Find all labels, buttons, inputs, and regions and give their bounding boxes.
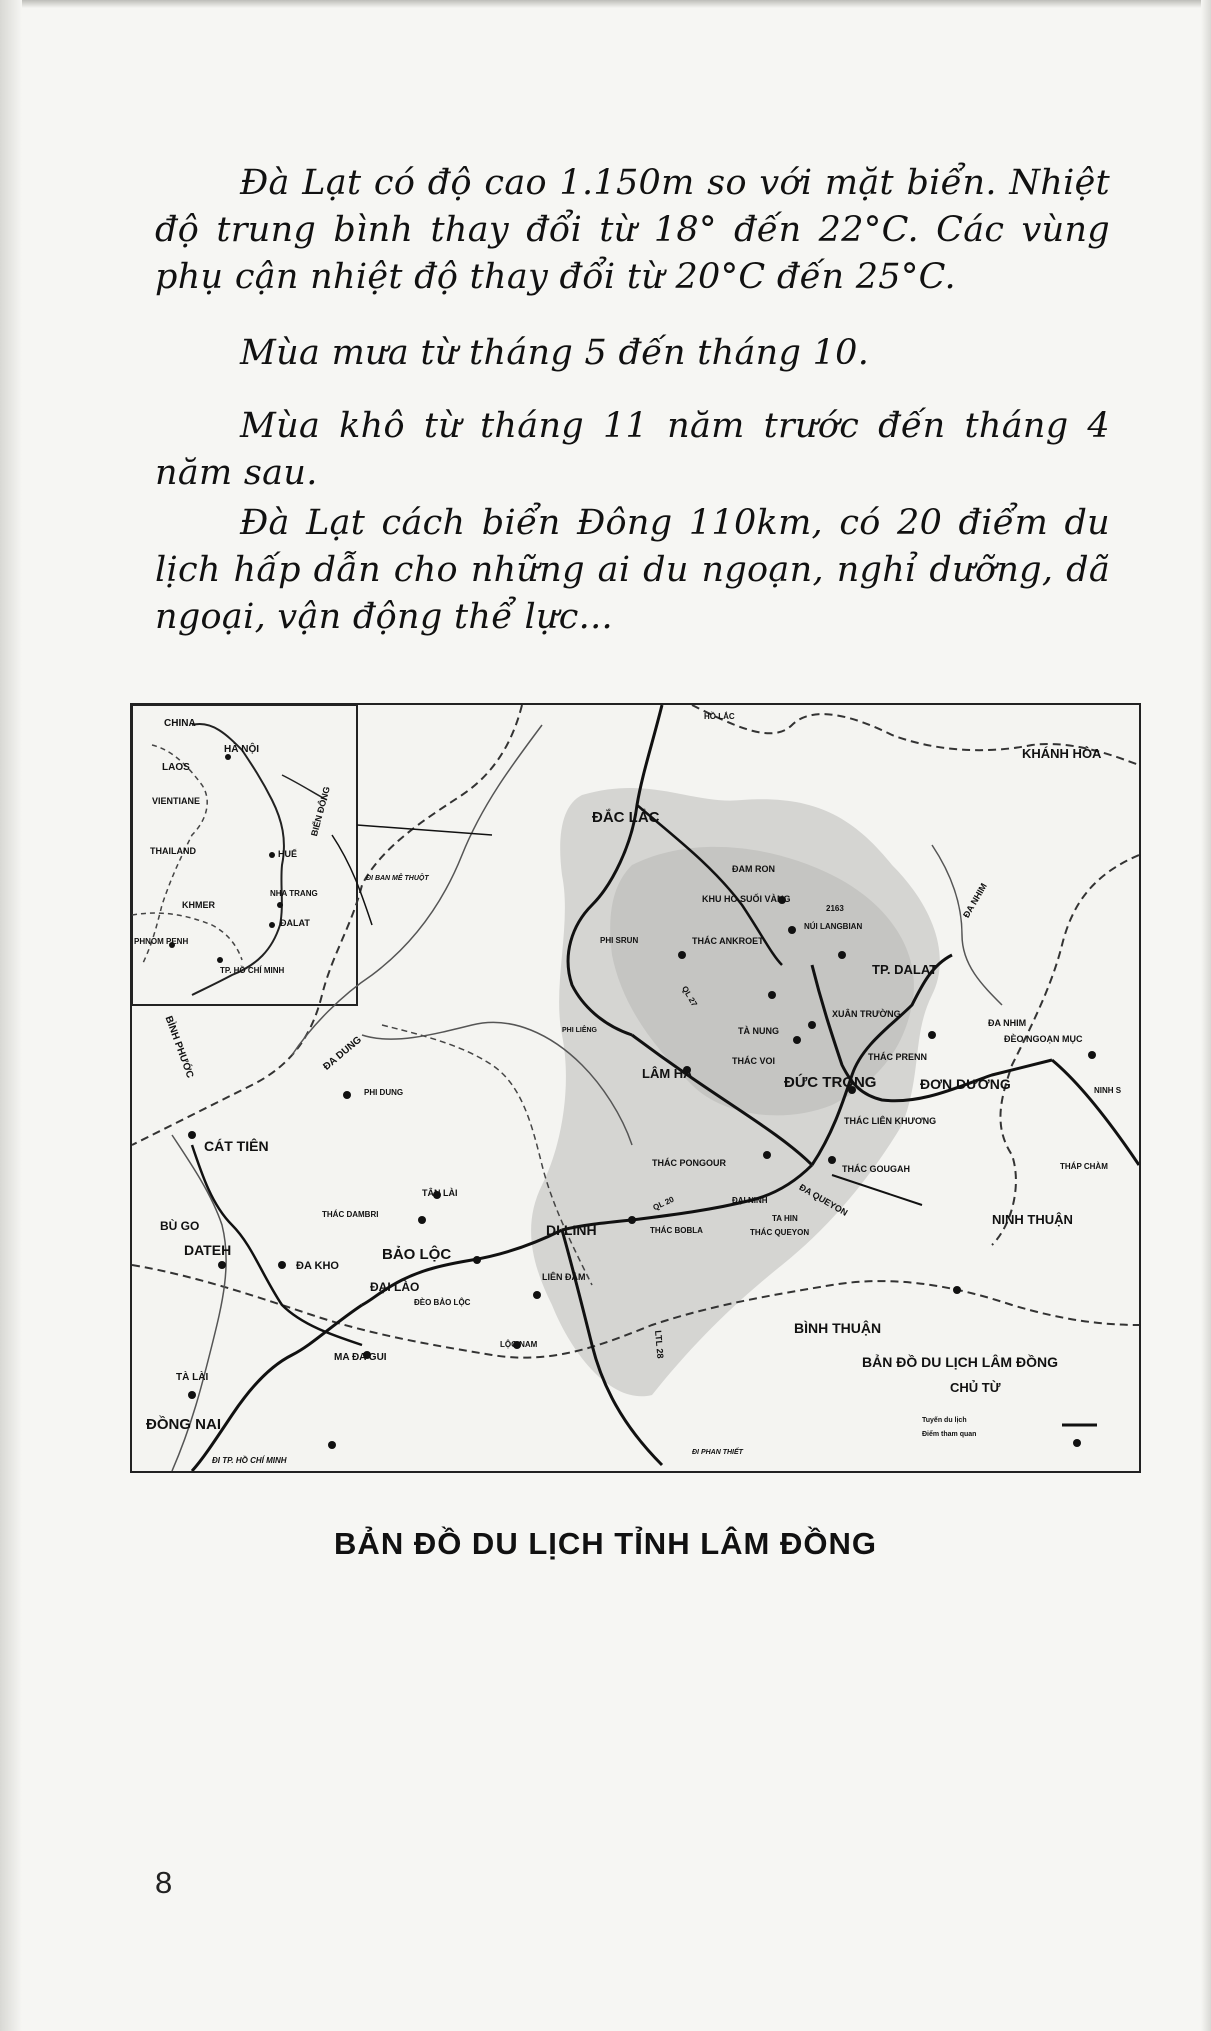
label-damron: ĐAM RON bbox=[732, 864, 775, 874]
label-laos: LAOS bbox=[162, 762, 190, 773]
label-thapcham: THÁP CHÀM bbox=[1060, 1162, 1108, 1171]
boundary-east bbox=[992, 855, 1139, 1245]
label-thacqueyon: THÁC QUEYON bbox=[750, 1228, 810, 1237]
label-thailand: THAILAND bbox=[150, 846, 196, 856]
label-locnam: LỘC NAM bbox=[500, 1340, 538, 1349]
paragraph-text: Mùa mưa từ tháng 5 đến tháng 10. bbox=[240, 333, 870, 373]
label-liendam: LIÊN ĐẦM bbox=[542, 1272, 586, 1282]
label-holac: HỒ LẮC bbox=[704, 712, 735, 721]
label-thacprenn: THÁC PRENN bbox=[868, 1052, 928, 1062]
paragraph-dry-season bbox=[155, 403, 1110, 497]
inset-point-nhatrang bbox=[277, 902, 283, 908]
label-nhatrang: NHA TRANG bbox=[270, 889, 318, 898]
label-buogo: BÙ GO bbox=[160, 1219, 200, 1233]
label-binhthuan: BÌNH THUẬN bbox=[794, 1320, 882, 1336]
label-khmer: KHMER bbox=[182, 900, 215, 910]
label-khuhosuoivang: KHU HỒ SUỐI VÀNG bbox=[702, 894, 791, 904]
label-lamha: LÂM HÀ bbox=[642, 1066, 693, 1081]
label-dalat-inset: ĐALAT bbox=[280, 918, 310, 928]
legend-title: BẢN ĐỒ DU LỊCH LÂM ĐỒNG bbox=[862, 1354, 1058, 1370]
label-diphanthiet: ĐI PHAN THIẾT bbox=[692, 1449, 743, 1456]
label-daclac: ĐẮC LẮC bbox=[592, 809, 660, 826]
label-binhphuoc: BÌNH PHƯỚC bbox=[162, 1014, 196, 1080]
inset-point-hue bbox=[269, 852, 275, 858]
map-caption: BẢN ĐỒ DU LỊCH TỈNH LÂM ĐỒNG bbox=[334, 1526, 877, 1561]
label-dilinh: DI LINH bbox=[546, 1222, 597, 1238]
label-donduong: ĐƠN DƯƠNG bbox=[920, 1076, 1011, 1092]
label-danhim-river: ĐA NHIM bbox=[961, 881, 989, 920]
paragraph-altitude-temperature bbox=[155, 160, 1110, 301]
tourism-map bbox=[130, 703, 1141, 1473]
label-tanlai: TÂN LÀI bbox=[422, 1188, 458, 1198]
label-madagui: MA ĐA GUI bbox=[334, 1352, 387, 1363]
label-daqueyon: ĐA QUEYON bbox=[797, 1182, 850, 1218]
label-ql20: QL 20 bbox=[651, 1194, 676, 1213]
label-ninhson: NINH S bbox=[1094, 1086, 1122, 1095]
label-ltl28: LTL 28 bbox=[653, 1329, 666, 1359]
label-ninhthuan: NINH THUẬN bbox=[992, 1212, 1073, 1227]
label-nuilangbian: NÚI LANGBIAN bbox=[804, 922, 863, 931]
paragraph-text: Mùa khô từ tháng 11 năm trước đến tháng 4 năm sau. bbox=[155, 406, 1110, 493]
label-thacgougah: THÁC GOUGAH bbox=[842, 1164, 910, 1174]
label-thaclienkhuong: THÁC LIÊN KHƯƠNG bbox=[844, 1116, 937, 1126]
river-danhim bbox=[932, 845, 1002, 1005]
legend-point-label: Điểm tham quan bbox=[922, 1431, 977, 1438]
label-alt2163: 2163 bbox=[826, 904, 844, 913]
label-tanung: TÀ NUNG bbox=[738, 1026, 779, 1036]
label-phidung: PHI DUNG bbox=[364, 1088, 404, 1097]
label-phisrun: PHI SRUN bbox=[600, 936, 639, 945]
label-ductrong: ĐỨC TRỌNG bbox=[784, 1074, 877, 1091]
label-deongoanmuc: ĐÈO NGOẠN MỤC bbox=[1004, 1034, 1083, 1044]
legend-subtitle: CHỦ TỪ bbox=[950, 1380, 1001, 1395]
page-top-shadow bbox=[0, 0, 1211, 8]
inset-point-dalat bbox=[269, 922, 275, 928]
label-tphcm-inset: TP. HỒ CHÍ MINH bbox=[220, 966, 285, 975]
label-thacankroet: THÁC ANKROET bbox=[692, 936, 764, 946]
inset-point-hcm bbox=[217, 957, 223, 963]
label-dadung: ĐA DUNG bbox=[321, 1034, 364, 1073]
page-right-edge bbox=[1201, 0, 1211, 2031]
paragraph-text: Đà Lạt cách biển Đông 110km, có 20 điểm du lịch hấp dẫn cho những ai du ngoạn, nghỉ dưỡng, dã ngoại, vận động thể lực... bbox=[155, 503, 1110, 637]
route-hcm bbox=[192, 1305, 362, 1471]
paragraph-rainy-season bbox=[155, 330, 1110, 377]
label-baoloc: BẢO LỘC bbox=[382, 1246, 452, 1263]
label-philieng: PHI LIÊNG bbox=[562, 1027, 598, 1034]
paragraph-text: Đà Lạt có độ cao 1.150m so với mặt biển. Nhiệt độ trung bình thay đổi từ 18° đến 22°C. Các vùng phụ cận nhiệt độ thay đổi từ 20°C đến 25°C. bbox=[155, 163, 1110, 297]
legend-route-label: Tuyến du lịch bbox=[922, 1417, 967, 1424]
page-number: 8 bbox=[155, 1865, 173, 1900]
label-dibanmethuot: ĐI BAN MÊ THUỘT bbox=[366, 875, 429, 882]
label-vientiane: VIENTIANE bbox=[152, 796, 201, 806]
label-china: CHINA bbox=[164, 718, 196, 729]
label-phnompenh: PHNOM PENH bbox=[134, 937, 189, 946]
label-deobaoloc: ĐÈO BẢO LỘC bbox=[414, 1298, 471, 1307]
label-ditphcm: ĐI TP. HỒ CHÍ MINH bbox=[212, 1456, 287, 1465]
label-tahin: TA HIN bbox=[772, 1214, 798, 1223]
route-banmethuot bbox=[357, 825, 492, 835]
label-thacdambri: THÁC DAMBRI bbox=[322, 1210, 379, 1219]
label-thacpongour: THÁC PONGOUR bbox=[652, 1158, 726, 1168]
paragraph-distance-attractions bbox=[155, 500, 1110, 641]
label-thacvoi: THÁC VOI bbox=[732, 1056, 776, 1066]
label-tailai: TÀ LÀI bbox=[176, 1372, 209, 1383]
label-dakho: ĐA KHO bbox=[296, 1260, 339, 1272]
label-xuantruong: XUÂN TRƯỜNG bbox=[832, 1009, 901, 1019]
label-biendong: BIỂN ĐÔNG bbox=[309, 785, 332, 838]
legend-point-symbol bbox=[1073, 1439, 1081, 1447]
label-hanoi: HÀ NỘI bbox=[224, 744, 259, 755]
label-ql27: QL 27 bbox=[680, 984, 699, 1009]
route-thapcham bbox=[1052, 1060, 1139, 1165]
label-danhim: ĐA NHIM bbox=[988, 1018, 1027, 1028]
label-dateh: DATEH bbox=[184, 1242, 232, 1258]
label-khanhhoa: KHÁNH HÒA bbox=[1022, 746, 1102, 761]
label-thacbobla: THÁC BOBLA bbox=[650, 1226, 703, 1235]
label-dongnai: ĐỒNG NAI bbox=[146, 1416, 221, 1433]
label-dailao: ĐẠI LÀO bbox=[370, 1280, 420, 1294]
label-tpdalat: TP. DALAT bbox=[872, 962, 938, 977]
label-cattien: CÁT TIÊN bbox=[204, 1138, 269, 1154]
label-hue: HUẾ bbox=[278, 849, 298, 859]
label-dainin: ĐẠI NINH bbox=[732, 1196, 768, 1205]
page-left-edge bbox=[0, 0, 22, 2031]
